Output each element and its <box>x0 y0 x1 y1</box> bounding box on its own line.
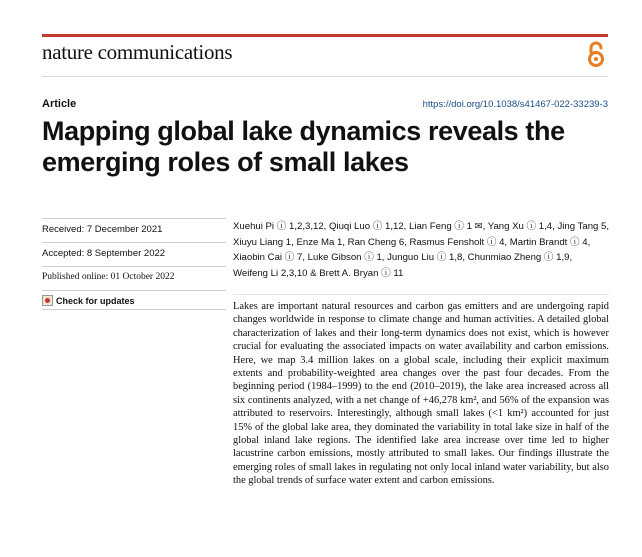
doi-link[interactable]: https://doi.org/10.1038/s41467-022-33239-3 <box>422 99 608 110</box>
article-dates <box>42 218 226 310</box>
open-access-lock-icon <box>585 40 607 68</box>
author-line[interactable]: Xiuyu Liang 1, Enze Ma 1, Ran Cheng 6, Rasmus Fensholt ⓘ 4, Martin Brandt ⓘ 4, <box>233 236 591 248</box>
journal-name[interactable]: nature communications <box>42 40 233 64</box>
published-date: Published online: 01 October 2022 <box>42 266 226 290</box>
received-date: Received: 7 December 2021 <box>42 218 226 242</box>
header-accent-bar <box>42 34 608 37</box>
author-list <box>233 219 613 281</box>
accepted-date: Accepted: 8 September 2022 <box>42 242 226 266</box>
article-type-label: Article <box>42 98 77 110</box>
check-for-updates-button[interactable] <box>42 290 226 310</box>
author-line[interactable]: Weifeng Li 2,3,10 & Brett A. Bryan ⓘ 11 <box>233 267 404 279</box>
abstract-divider <box>233 294 609 295</box>
author-line[interactable]: Xuehui Pi ⓘ 1,2,3,12, Qiuqi Luo ⓘ 1,12, Lian Feng ⓘ 1 ✉, Yang Xu ⓘ 1,4, Jing Tang 5, <box>233 221 610 232</box>
article-title: Mapping global lake dynamics reveals the emerging roles of small lakes <box>42 116 565 177</box>
header-divider <box>42 76 608 77</box>
check-for-updates-icon <box>42 295 53 306</box>
abstract-text: Lakes are important natural resources and carbon gas emitters and are undergoing rapid changes worldwide in response to climate change and human activities. A detailed global characterization of lakes and their long-term dynamics does not exist, which is however crucial for evaluating the associated impacts on water availability and carbon emissions. Here, we map 3.4 million lakes on a global scale, including their explicit maximum extents and probability-weighted area changes over the past four decades. From the beginning period (1984–1999) to the end (2010–2019), the lake area increased across all six continents analyzed, with a net change of +46,278 km², and 56% of the expansion was attributed to reservoirs. Interestingly, although small lakes (<1 km²) accounted for just 15% of the global lake area, they dominated the variability in total lake size in half of the global inland lake regions. The identified lake area increase over time led to higher lacustrine carbon emissions, mostly attributed to small lakes. Our findings illustrate the emerging roles of small lakes in regulating not only local inland water variability, but also the global trends of surface water extent and carbon emissions. <box>233 301 609 487</box>
check-for-updates-label: Check for updates <box>56 295 135 306</box>
author-line[interactable]: Xiaobin Cai ⓘ 7, Luke Gibson ⓘ 1, Junguo Liu ⓘ 1,8, Chunmiao Zheng ⓘ 1,9, <box>233 252 573 263</box>
